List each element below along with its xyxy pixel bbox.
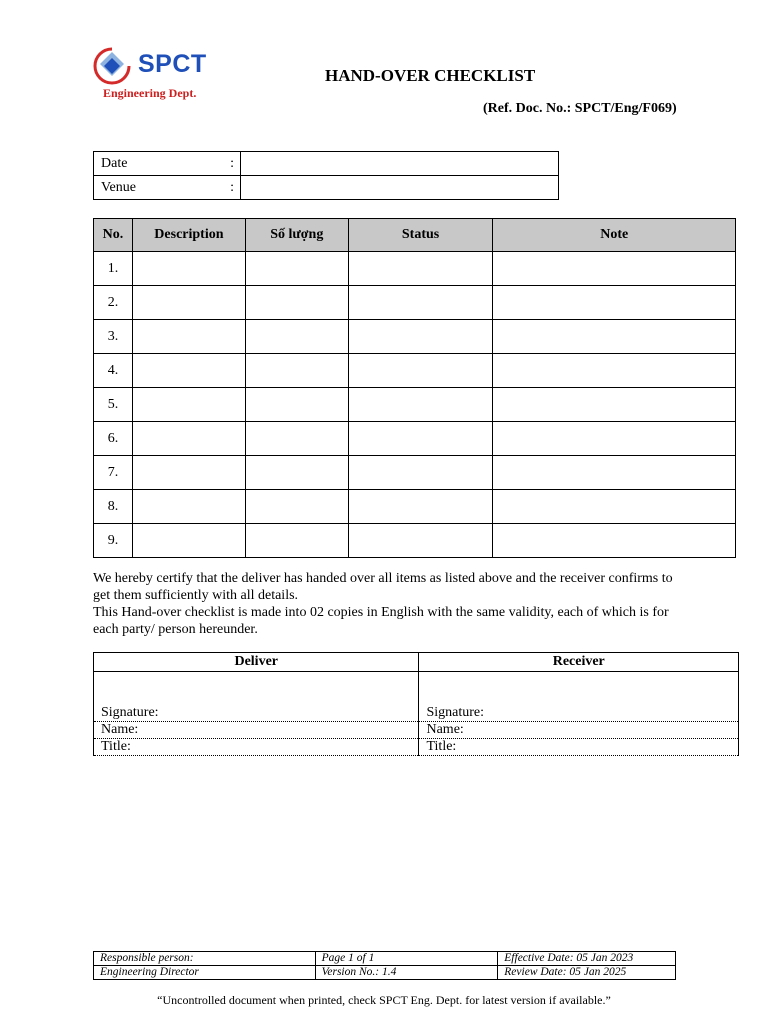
receiver-signature-field[interactable]: Signature:: [419, 672, 739, 722]
status-cell[interactable]: [348, 456, 493, 490]
venue-label: Venue: [101, 179, 136, 195]
row-number: 3.: [94, 320, 133, 354]
description-cell[interactable]: [132, 286, 245, 320]
quantity-cell[interactable]: [245, 252, 348, 286]
checklist-row: [94, 524, 736, 558]
review-date: Review Date: 05 Jan 2025: [498, 966, 676, 980]
statement-line-2: This Hand-over checklist is made into 02 copies in English with the same validity, each of which is for each party/ person hereunder.: [93, 605, 669, 637]
column-header-description: Description: [132, 219, 245, 252]
column-header-status: Status: [348, 219, 493, 252]
description-cell[interactable]: [132, 252, 245, 286]
row-number: 7.: [94, 456, 133, 490]
note-cell[interactable]: [493, 388, 736, 422]
status-cell[interactable]: [348, 286, 493, 320]
responsible-person: Responsible person:: [94, 952, 316, 966]
note-cell[interactable]: [493, 422, 736, 456]
footer-row-1: [94, 952, 676, 966]
date-venue-table: [93, 151, 559, 200]
description-cell[interactable]: [132, 490, 245, 524]
certification-statement: [93, 570, 693, 638]
note-cell[interactable]: [493, 524, 736, 558]
note-cell[interactable]: [493, 490, 736, 524]
quantity-cell[interactable]: [245, 456, 348, 490]
receiver-name-field[interactable]: Name:: [419, 722, 739, 739]
status-cell[interactable]: [348, 524, 493, 558]
department-name: Engineering Dept.: [103, 86, 197, 100]
title-row: [94, 739, 739, 756]
checklist-row: [94, 490, 736, 524]
reference-number: (Ref. Doc. No.: SPCT/Eng/F069): [483, 101, 677, 116]
row-number: 4.: [94, 354, 133, 388]
description-cell[interactable]: [132, 524, 245, 558]
note-cell[interactable]: [493, 286, 736, 320]
date-row: [94, 152, 559, 176]
status-cell[interactable]: [348, 388, 493, 422]
venue-row: [94, 176, 559, 200]
quantity-cell[interactable]: [245, 320, 348, 354]
note-cell[interactable]: [493, 252, 736, 286]
spct-logo-icon: [92, 46, 132, 86]
deliver-title-field[interactable]: Title:: [94, 739, 419, 756]
note-cell[interactable]: [493, 320, 736, 354]
status-cell[interactable]: [348, 252, 493, 286]
deliver-header: Deliver: [94, 653, 419, 672]
description-cell[interactable]: [132, 388, 245, 422]
checklist-row: [94, 388, 736, 422]
date-colon: :: [230, 156, 234, 171]
row-number: 8.: [94, 490, 133, 524]
signoff-table: [93, 652, 739, 756]
checklist-row: [94, 354, 736, 388]
status-cell[interactable]: [348, 422, 493, 456]
quantity-cell[interactable]: [245, 388, 348, 422]
statement-line-1: We hereby certify that the deliver has handed over all items as listed above and the receiver confirms to get them sufficiently with all details.: [93, 571, 673, 603]
checklist-row: [94, 422, 736, 456]
signature-row: [94, 672, 739, 722]
checklist-table: [93, 218, 736, 558]
effective-date: Effective Date: 05 Jan 2023: [498, 952, 676, 966]
column-header-quantity: Số lượng: [245, 219, 348, 252]
company-logo-text: SPCT: [138, 50, 207, 78]
description-cell[interactable]: [132, 456, 245, 490]
row-number: 2.: [94, 286, 133, 320]
name-row: [94, 722, 739, 739]
receiver-header: Receiver: [419, 653, 739, 672]
note-cell[interactable]: [493, 354, 736, 388]
receiver-title-field[interactable]: Title:: [419, 739, 739, 756]
column-header-note: Note: [493, 219, 736, 252]
checklist-row: [94, 456, 736, 490]
checklist-row: [94, 252, 736, 286]
checklist-row: [94, 286, 736, 320]
status-cell[interactable]: [348, 354, 493, 388]
quantity-cell[interactable]: [245, 422, 348, 456]
signoff-header-row: [94, 653, 739, 672]
footer-table: [93, 951, 676, 980]
checklist-header-row: [94, 219, 736, 252]
date-label: Date: [101, 155, 128, 171]
note-cell[interactable]: [493, 456, 736, 490]
quantity-cell[interactable]: [245, 524, 348, 558]
document-title: HAND-OVER CHECKLIST: [325, 66, 536, 85]
version-number: Version No.: 1.4: [315, 966, 498, 980]
status-cell[interactable]: [348, 320, 493, 354]
column-header-no: No.: [94, 219, 133, 252]
page-number: Page 1 of 1: [315, 952, 498, 966]
date-value-field[interactable]: [241, 152, 559, 176]
quantity-cell[interactable]: [245, 490, 348, 524]
description-cell[interactable]: [132, 422, 245, 456]
row-number: 5.: [94, 388, 133, 422]
status-cell[interactable]: [348, 490, 493, 524]
engineering-director: Engineering Director: [94, 966, 316, 980]
uncontrolled-disclaimer: “Uncontrolled document when printed, check SPCT Eng. Dept. for latest version if available.”: [157, 993, 611, 1007]
date-label-cell: [94, 152, 241, 176]
quantity-cell[interactable]: [245, 354, 348, 388]
footer-row-2: [94, 966, 676, 980]
checklist-body: [94, 252, 736, 558]
deliver-name-field[interactable]: Name:: [94, 722, 419, 739]
row-number: 9.: [94, 524, 133, 558]
venue-value-field[interactable]: [241, 176, 559, 200]
venue-colon: :: [230, 180, 234, 195]
description-cell[interactable]: [132, 354, 245, 388]
row-number: 1.: [94, 252, 133, 286]
quantity-cell[interactable]: [245, 286, 348, 320]
deliver-signature-field[interactable]: Signature:: [94, 672, 419, 722]
venue-label-cell: [94, 176, 241, 200]
row-number: 6.: [94, 422, 133, 456]
description-cell[interactable]: [132, 320, 245, 354]
checklist-row: [94, 320, 736, 354]
